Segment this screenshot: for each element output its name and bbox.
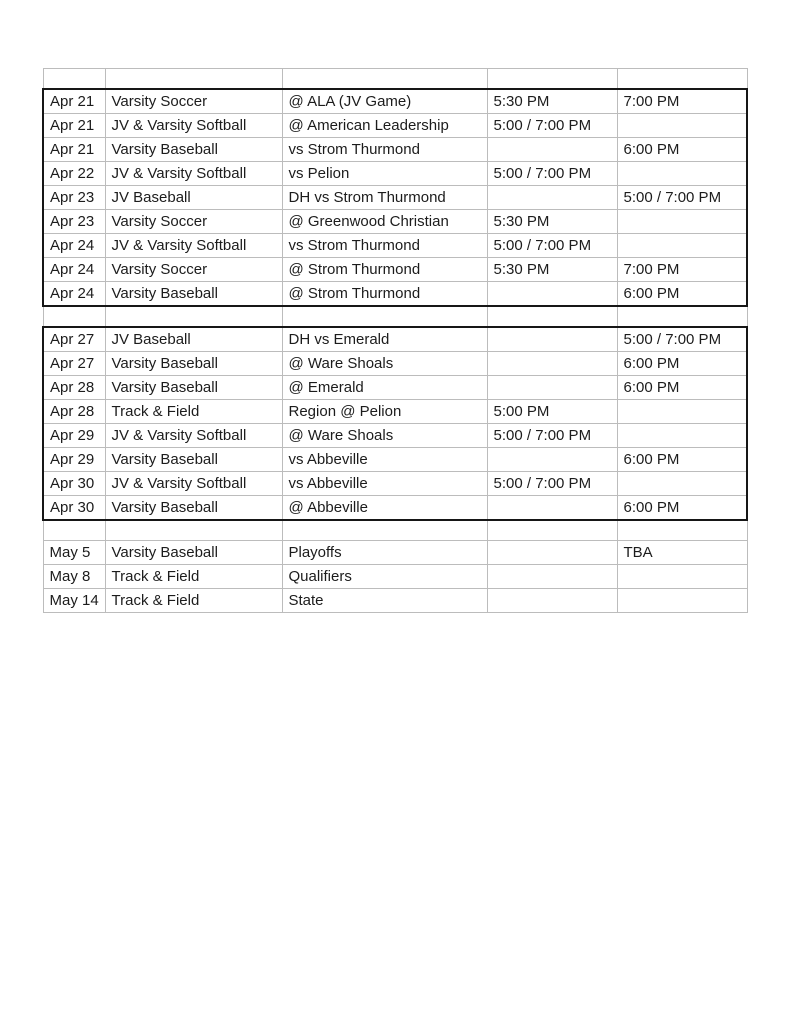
schedule-section: [43, 541, 747, 613]
schedule-row: [43, 589, 747, 613]
cell-time-1: [487, 282, 617, 307]
cell-date: Apr 27: [43, 327, 105, 352]
cell-time-2: 6:00 PM: [617, 138, 747, 162]
cell-time-1: 5:00 / 7:00 PM: [487, 424, 617, 448]
schedule-row: [43, 234, 747, 258]
schedule-row: [43, 282, 747, 307]
cell-event: @ Ware Shoals: [282, 352, 487, 376]
schedule-row: [43, 89, 747, 114]
cell-date: Apr 30: [43, 472, 105, 496]
cell-date: [43, 306, 105, 327]
cell-team: JV Baseball: [105, 186, 282, 210]
cell-time-1: 5:00 PM: [487, 400, 617, 424]
cell-time-1: [487, 327, 617, 352]
cell-time-2: [617, 520, 747, 541]
cell-team: JV Baseball: [105, 327, 282, 352]
cell-event: @ Emerald: [282, 376, 487, 400]
cell-time-2: [617, 472, 747, 496]
cell-team: Varsity Baseball: [105, 352, 282, 376]
schedule-row: [43, 114, 747, 138]
cell-time-1: [487, 520, 617, 541]
schedule-row: [43, 448, 747, 472]
schedule-row: [43, 376, 747, 400]
cell-time-2: 6:00 PM: [617, 448, 747, 472]
cell-team: Varsity Soccer: [105, 89, 282, 114]
schedule-row: [43, 424, 747, 448]
schedule-row: [43, 472, 747, 496]
schedule-sheet: [42, 68, 748, 613]
cell-time-2: [617, 69, 747, 90]
cell-time-1: [487, 541, 617, 565]
cell-event: vs Strom Thurmond: [282, 234, 487, 258]
cell-event: @ Abbeville: [282, 496, 487, 521]
cell-team: Varsity Baseball: [105, 138, 282, 162]
cell-team: JV & Varsity Softball: [105, 162, 282, 186]
cell-team: Track & Field: [105, 565, 282, 589]
cell-team: Varsity Baseball: [105, 541, 282, 565]
cell-time-1: [487, 448, 617, 472]
cell-date: May 8: [43, 565, 105, 589]
spacer-row: [43, 520, 747, 541]
schedule-row: [43, 210, 747, 234]
schedule-row: [43, 162, 747, 186]
cell-event: DH vs Strom Thurmond: [282, 186, 487, 210]
cell-time-2: [617, 306, 747, 327]
cell-time-1: [487, 565, 617, 589]
cell-time-2: 6:00 PM: [617, 376, 747, 400]
cell-date: [43, 69, 105, 90]
cell-event: DH vs Emerald: [282, 327, 487, 352]
schedule-section: [43, 327, 747, 520]
schedule-row: [43, 400, 747, 424]
cell-time-2: 6:00 PM: [617, 352, 747, 376]
cell-date: Apr 30: [43, 496, 105, 521]
cell-time-1: [487, 138, 617, 162]
cell-time-1: 5:00 / 7:00 PM: [487, 114, 617, 138]
schedule-row: [43, 541, 747, 565]
cell-team: JV & Varsity Softball: [105, 472, 282, 496]
cell-event: vs Abbeville: [282, 448, 487, 472]
cell-event: Region @ Pelion: [282, 400, 487, 424]
cell-time-2: 6:00 PM: [617, 282, 747, 307]
cell-date: Apr 24: [43, 258, 105, 282]
spacer-row: [43, 306, 747, 327]
spacer-section: [43, 306, 747, 327]
cell-date: Apr 21: [43, 89, 105, 114]
schedule-section: [43, 89, 747, 306]
cell-team: [105, 520, 282, 541]
cell-date: Apr 22: [43, 162, 105, 186]
cell-event: @ American Leadership: [282, 114, 487, 138]
cell-time-2: 5:00 / 7:00 PM: [617, 327, 747, 352]
cell-time-1: 5:00 / 7:00 PM: [487, 162, 617, 186]
schedule-row: [43, 186, 747, 210]
cell-date: Apr 23: [43, 186, 105, 210]
cell-time-2: 7:00 PM: [617, 89, 747, 114]
cell-time-2: TBA: [617, 541, 747, 565]
cell-time-2: [617, 424, 747, 448]
cell-event: @ Ware Shoals: [282, 424, 487, 448]
schedule-row: [43, 327, 747, 352]
cell-team: Track & Field: [105, 400, 282, 424]
cell-date: Apr 29: [43, 448, 105, 472]
cell-time-2: [617, 210, 747, 234]
schedule-row: [43, 565, 747, 589]
cell-time-1: 5:30 PM: [487, 210, 617, 234]
cell-event: @ Greenwood Christian: [282, 210, 487, 234]
cell-event: vs Pelion: [282, 162, 487, 186]
cell-event: [282, 520, 487, 541]
cell-event: vs Strom Thurmond: [282, 138, 487, 162]
cell-time-2: [617, 400, 747, 424]
cell-event: [282, 306, 487, 327]
cell-time-1: 5:00 / 7:00 PM: [487, 472, 617, 496]
cell-team: JV & Varsity Softball: [105, 114, 282, 138]
cell-date: Apr 28: [43, 400, 105, 424]
spacer-section: [43, 69, 747, 90]
cell-time-2: [617, 114, 747, 138]
cell-event: @ Strom Thurmond: [282, 258, 487, 282]
cell-date: Apr 28: [43, 376, 105, 400]
cell-time-1: [487, 69, 617, 90]
cell-date: Apr 21: [43, 138, 105, 162]
schedule-table: [42, 68, 748, 613]
cell-time-1: [487, 186, 617, 210]
cell-time-1: [487, 589, 617, 613]
cell-team: JV & Varsity Softball: [105, 234, 282, 258]
cell-date: Apr 29: [43, 424, 105, 448]
cell-team: Varsity Soccer: [105, 210, 282, 234]
cell-time-1: 5:30 PM: [487, 89, 617, 114]
cell-time-1: [487, 496, 617, 521]
cell-team: Varsity Soccer: [105, 258, 282, 282]
cell-time-2: [617, 589, 747, 613]
cell-event: Qualifiers: [282, 565, 487, 589]
spacer-row: [43, 69, 747, 90]
cell-team: Track & Field: [105, 589, 282, 613]
cell-time-2: [617, 565, 747, 589]
cell-date: May 14: [43, 589, 105, 613]
cell-date: Apr 21: [43, 114, 105, 138]
schedule-row: [43, 496, 747, 521]
schedule-row: [43, 352, 747, 376]
cell-event: Playoffs: [282, 541, 487, 565]
cell-event: State: [282, 589, 487, 613]
cell-time-1: [487, 376, 617, 400]
cell-event: [282, 69, 487, 90]
cell-team: [105, 69, 282, 90]
cell-time-2: 7:00 PM: [617, 258, 747, 282]
schedule-row: [43, 138, 747, 162]
cell-event: @ Strom Thurmond: [282, 282, 487, 307]
cell-time-2: [617, 234, 747, 258]
cell-event: @ ALA (JV Game): [282, 89, 487, 114]
cell-time-1: [487, 306, 617, 327]
cell-time-1: 5:00 / 7:00 PM: [487, 234, 617, 258]
cell-team: [105, 306, 282, 327]
spacer-section: [43, 520, 747, 541]
cell-date: Apr 27: [43, 352, 105, 376]
cell-time-2: 6:00 PM: [617, 496, 747, 521]
cell-team: JV & Varsity Softball: [105, 424, 282, 448]
cell-time-1: 5:30 PM: [487, 258, 617, 282]
cell-date: Apr 23: [43, 210, 105, 234]
cell-time-2: 5:00 / 7:00 PM: [617, 186, 747, 210]
cell-team: Varsity Baseball: [105, 282, 282, 307]
cell-date: May 5: [43, 541, 105, 565]
cell-time-2: [617, 162, 747, 186]
cell-team: Varsity Baseball: [105, 448, 282, 472]
cell-time-1: [487, 352, 617, 376]
cell-team: Varsity Baseball: [105, 496, 282, 521]
cell-date: Apr 24: [43, 282, 105, 307]
cell-date: Apr 24: [43, 234, 105, 258]
schedule-row: [43, 258, 747, 282]
cell-event: vs Abbeville: [282, 472, 487, 496]
cell-team: Varsity Baseball: [105, 376, 282, 400]
cell-date: [43, 520, 105, 541]
